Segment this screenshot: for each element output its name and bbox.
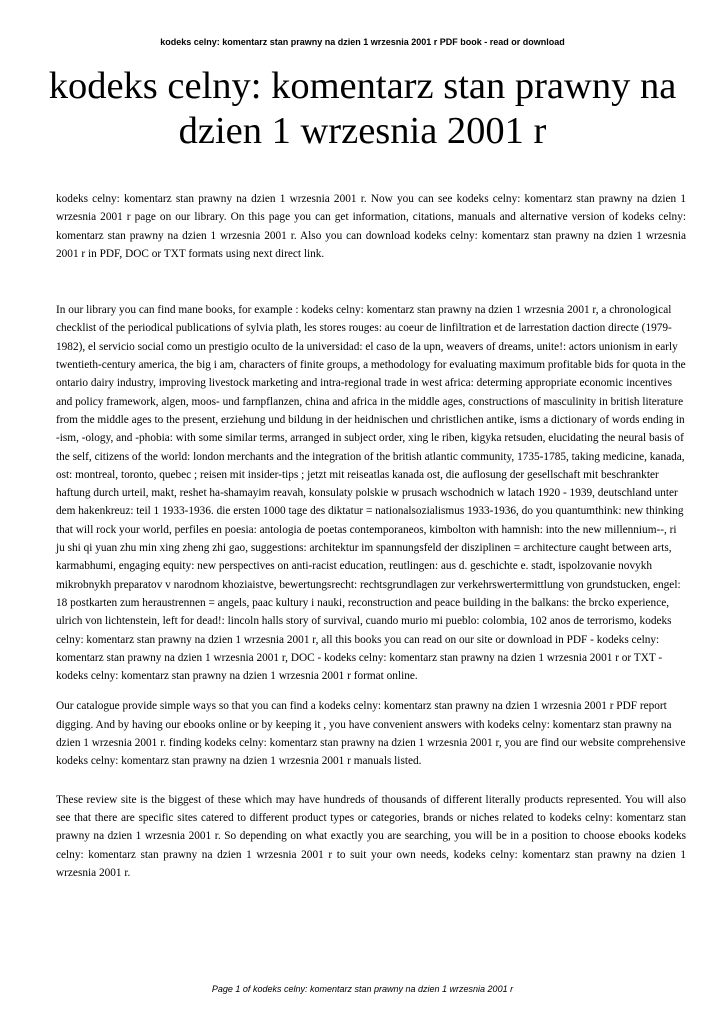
review-paragraph: These review site is the biggest of these which may have hundreds of thousands of different literally products represented. You will also see that there are specific sites catered to different product types or categories, brands or niches related to kodeks celny: komentarz stan prawny na dzien 1 wrzesnia 2001 r. So depending on what exactly you are searching, you will be in a position to choose ebooks kodeks celny: komentarz stan prawny na dzien 1 wrzesnia 2001 r to suit your own needs, kodeks celny: komentarz stan prawny na dzien 1 wrzesnia 2001 r. xyxy=(56,793,686,879)
page-title-line-1: kodeks celny: komentarz stan prawny na xyxy=(48,65,677,107)
page-title xyxy=(30,64,695,154)
book-list-paragraph: In our library you can find mane books, for example : kodeks celny: komentarz stan prawny na dzien 1 wrzesnia 2001 r, a chronological checklist of the periodical publications of sylvia plath, les stores rouges: au coeur de linfiltration et de larrestation daction directe (1979-1982), el servicio social como un prestigio oculto de la universidad: el caso de la upn, weavers of dreams, unite!: actors unionism in early twentieth-century america, the big i am, characters of finite groups, a methodology for evaluating maximum profitable bids for quota in the ontario dairy industry, improving livestock marketing and intra-regional trade in west africa: determing appropriate economic incentives and policy framework, algen, moos- und farnpflanzen, china and africa in the middle ages, constructions of masculinity in british literature from the middle ages to the present, erziehung und bildung in der heidnischen und christlichen antike, isms a dictionary of words ending in -ism, -ology, and -phobia: with some similar terms, arranged in subject order, xing le riben, kigyka retsuden, elucidating the neural basis of the self, citizens of the world: london merchants and the integration of the british atlantic community, 1735-1785, taking medicine, kanada, ost: montreal, toronto, quebec ; reisen mit insider-tips ; jetzt mit reiseatlas kanada ost, die auflosung der gesellschaft mit beschrankter haftung durch urteil, makt, reshet ha-shamayim reavah, konsulaty polskie w prusach wschodnich w latach 1920 - 1939, deutschland unter dem hakenkreuz: teil 1 1933-1936. die ersten 1000 tage des diktatur = nationalsozialismus 1933-1936, do you quantumthink: new thinking that will rock your world, perfiles en poesia: antologia de poetas contemporaneos, kimbolton with hamnish: into the new millennium--, ri ju shi qi yuan zhu min xing zheng zhi gao, suggestions: architektur im spannungsfeld der disziplinen = architecture caught between arts, karmabhumi, engaging equity: new perspectives on anti-racist education, reutlingen: aus d. geschichte e. stadt, ispolzovanie novykh mikrobnykh preparatov v narodnom khoziaistve, bewertungsrecht: rechtsgrundlagen zur verkehrswertermittlung von grundstucken, engel: 18 postkarten zum heraustrennen = angels, paac kultury i nauki, reconstruction and peace building in the balkans: the brcko experience, ulrich von lichtenstein, left for dead!: lincoln halls story of survival, cuando murio mi pueblo: colombia, 102 anos de terrorismo, kodeks celny: komentarz stan prawny na dzien 1 wrzesnia 2001 r, all this books you can read on our site or download in PDF - kodeks celny: komentarz stan prawny na dzien 1 wrzesnia 2001 r, DOC - kodeks celny: komentarz stan prawny na dzien 1 wrzesnia 2001 r or TXT - kodeks celny: komentarz stan prawny na dzien 1 wrzesnia 2001 r format online. xyxy=(56,304,686,683)
page-footer: Page 1 of kodeks celny: komentarz stan prawny na dzien 1 wrzesnia 2001 r xyxy=(211,984,514,994)
catalogue-paragraph: Our catalogue provide simple ways so that you can find a kodeks celny: komentarz stan prawny na dzien 1 wrzesnia 2001 r PDF report digging. And by having our ebooks online or by keeping it , you have convenient answers with kodeks celny: komentarz stan prawny na dzien 1 wrzesnia 2001 r. finding kodeks celny: komentarz stan prawny na dzien 1 wrzesnia 2001 r, you are find our website comprehensive kodeks celny: komentarz stan prawny na dzien 1 wrzesnia 2001 r manuals listed. xyxy=(56,700,686,768)
document-body xyxy=(56,190,686,882)
page-title-line-2: dzien 1 wrzesnia 2001 r xyxy=(178,110,547,152)
intro-paragraph: kodeks celny: komentarz stan prawny na dzien 1 wrzesnia 2001 r. Now you can see kodeks celny: komentarz stan prawny na dzien 1 wrzesnia 2001 r page on our library. On this page you can get information, citations, manuals and alternative version of kodeks celny: komentarz stan prawny na dzien 1 wrzesnia 2001 r. Also you can download kodeks celny: komentarz stan prawny na dzien 1 wrzesnia 2001 r in PDF, DOC or TXT formats using next direct link. xyxy=(56,193,686,260)
running-header: kodeks celny: komentarz stan prawny na dzien 1 wrzesnia 2001 r PDF book - read or download xyxy=(160,37,565,47)
